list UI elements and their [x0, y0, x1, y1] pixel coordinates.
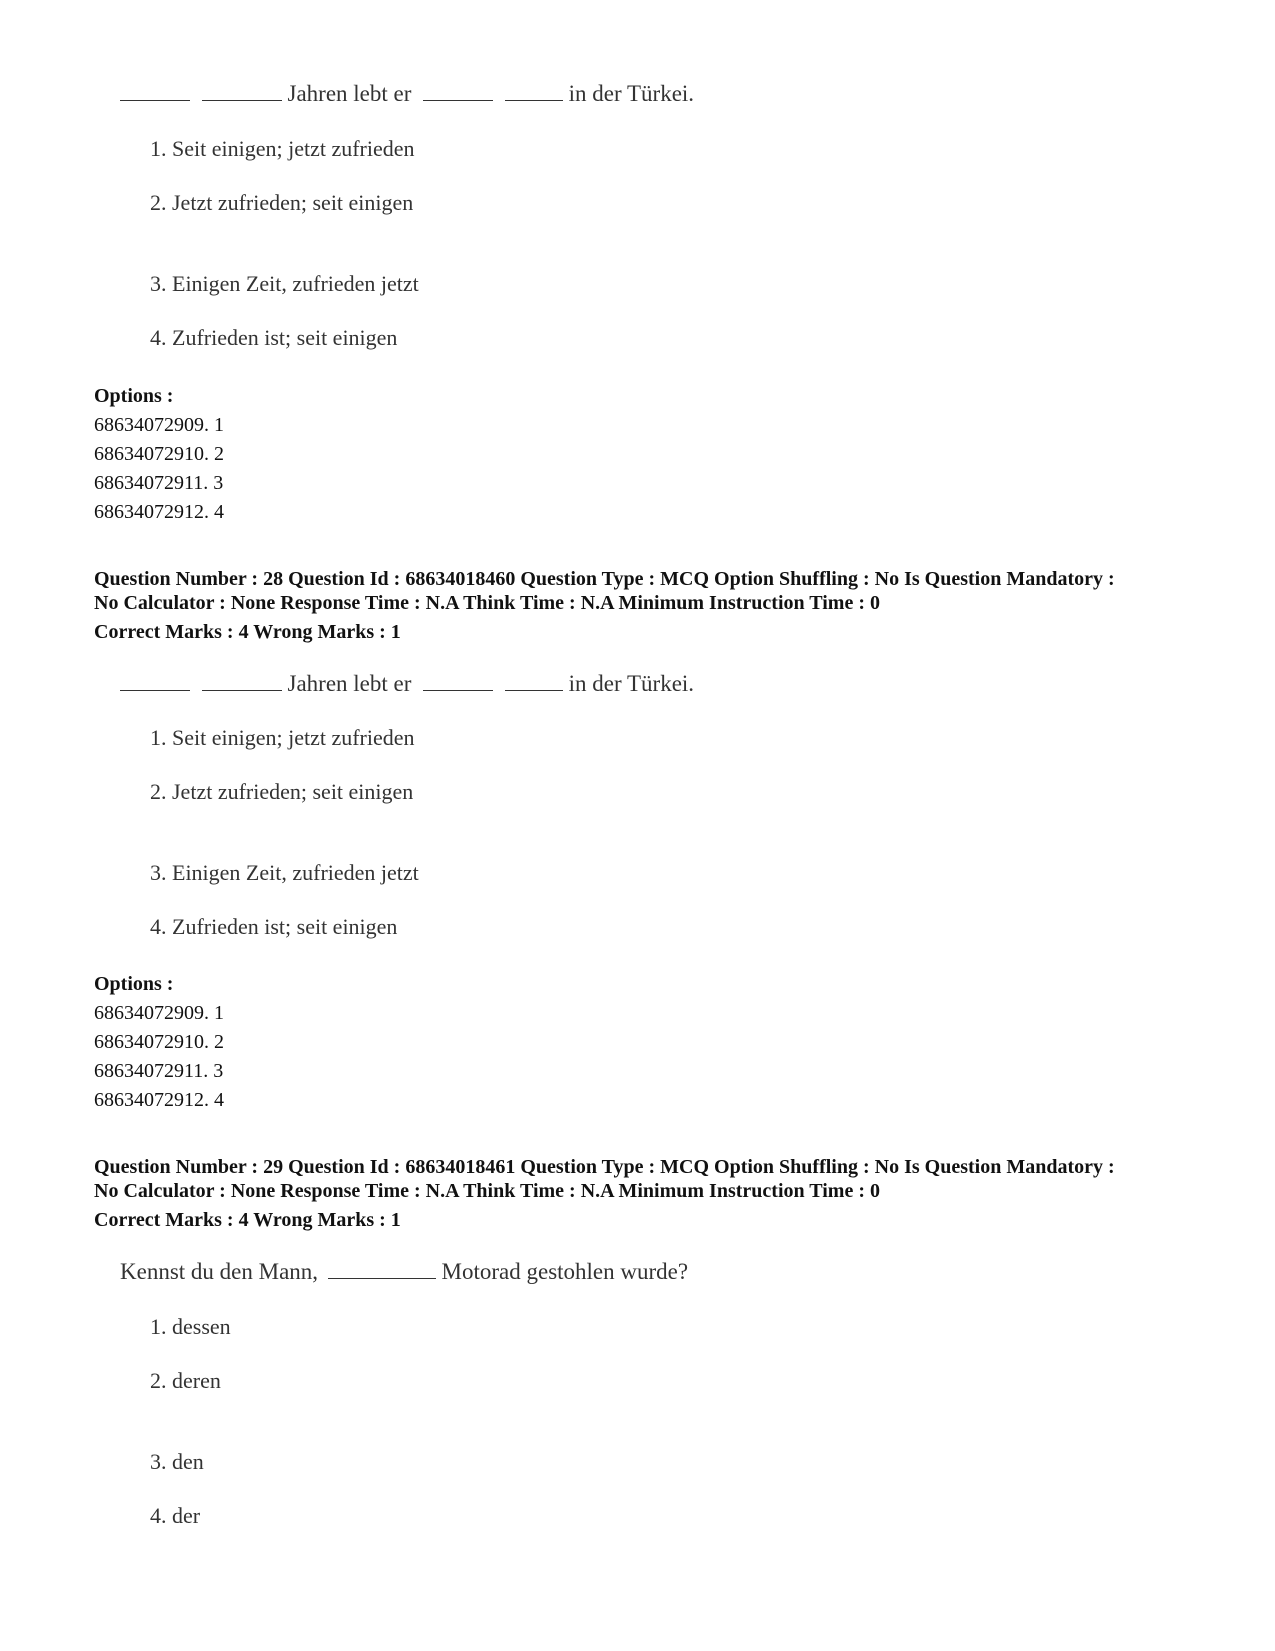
option-item: 68634072912. 4	[94, 501, 224, 523]
answer-choice: 1. Seit einigen; jetzt zufrieden	[150, 136, 415, 161]
option-item: 68634072912. 4	[94, 1089, 224, 1111]
question-text-part: Jahren lebt er	[287, 81, 412, 106]
question-text-part: in der Türkei.	[568, 671, 695, 696]
answer-choice: 4. der	[150, 1503, 201, 1528]
option-item: 68634072909. 1	[94, 1002, 224, 1024]
question-text-part: in der Türkei.	[568, 81, 695, 106]
question-text-part: Motorad gestohlen wurde?	[441, 1259, 689, 1284]
question-text-part: Jahren lebt er	[287, 671, 412, 696]
marks-line: Correct Marks : 4 Wrong Marks : 1	[94, 1209, 401, 1231]
blank	[120, 81, 190, 101]
blank	[202, 81, 282, 101]
options-label: Options :	[94, 385, 174, 407]
answer-choice: 4. Zufrieden ist; seit einigen	[150, 914, 398, 939]
answer-choice: 3. Einigen Zeit, zufrieden jetzt	[150, 271, 419, 296]
question-meta: Question Number : 28 Question Id : 68634018460 Question Type : MCQ Option Shuffling : No Is Question Mandatory :	[94, 568, 1115, 590]
question-text-part: Kennst du den Mann,	[120, 1259, 319, 1284]
answer-choice: 4. Zufrieden ist; seit einigen	[150, 325, 398, 350]
option-item: 68634072911. 3	[94, 472, 224, 494]
blank	[120, 671, 190, 691]
answer-choice: 2. Jetzt zufrieden; seit einigen	[150, 779, 414, 804]
option-item: 68634072909. 1	[94, 414, 224, 436]
answer-choice: 3. den	[150, 1449, 204, 1474]
question-stem	[120, 670, 694, 698]
options-label: Options :	[94, 973, 174, 995]
blank	[423, 671, 493, 691]
option-item: 68634072910. 2	[94, 1031, 224, 1053]
question-stem	[120, 1258, 688, 1286]
marks-line: Correct Marks : 4 Wrong Marks : 1	[94, 621, 401, 643]
question-meta: Question Number : 29 Question Id : 68634018461 Question Type : MCQ Option Shuffling : No Is Question Mandatory :	[94, 1156, 1115, 1178]
answer-choice: 1. dessen	[150, 1314, 231, 1339]
answer-choice: 2. Jetzt zufrieden; seit einigen	[150, 190, 414, 215]
answer-choice: 1. Seit einigen; jetzt zufrieden	[150, 725, 415, 750]
blank	[505, 671, 563, 691]
answer-choice: 2. deren	[150, 1368, 221, 1393]
answer-choice: 3. Einigen Zeit, zufrieden jetzt	[150, 860, 419, 885]
blank	[202, 671, 282, 691]
blank	[328, 1259, 436, 1279]
question-meta: No Calculator : None Response Time : N.A Think Time : N.A Minimum Instruction Time : 0	[94, 1180, 880, 1202]
blank	[505, 81, 563, 101]
option-item: 68634072910. 2	[94, 443, 224, 465]
option-item: 68634072911. 3	[94, 1060, 224, 1082]
blank	[423, 81, 493, 101]
question-stem	[120, 80, 694, 108]
question-meta: No Calculator : None Response Time : N.A Think Time : N.A Minimum Instruction Time : 0	[94, 592, 880, 614]
